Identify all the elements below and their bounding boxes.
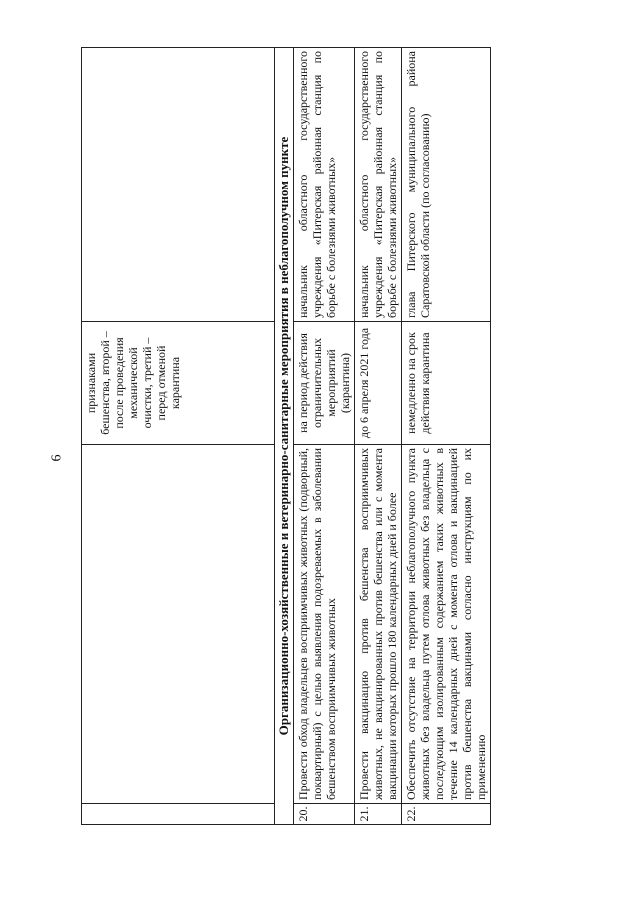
row-term: немедленно на срок действия карантина [402,322,491,445]
rotated-document-table [81,47,539,825]
row-responsible: начальник областного государственного учреждения «Питерская районная станция по борьбе с болезнями животных» [294,48,355,322]
row-term: на период действия ограничительных мероприятий (карантина) [294,322,355,445]
cell-measure-empty [82,445,275,804]
table-row [402,48,491,825]
row-measure: Обеспечить отсутствие на территории неблагополучного пункта животных без владельца путем отлова животных без владельца с последующим изолированным содержанием таких животных в течение 14 календарных дней с момента отлова и вакцинацией против бешенства вакцинами согласно инструкциям по их применению [402,445,491,804]
table-row-continuation [82,48,275,825]
section-title: Организационно-хозяйственные и ветеринарно-санитарные мероприятия в неблагополучном пункте [275,48,294,825]
measures-table [81,47,491,825]
row-number: 21. [355,804,402,825]
table-row [294,48,355,825]
row-number: 22. [402,804,491,825]
row-measure: Провести обход владельцев восприимчивых животных (подворный, поквартирный) с целью выявления подозреваемых в заболевании бешенством восприимчивых животных [294,445,355,804]
cell-num-empty [82,804,275,825]
row-responsible: глава Питерского муниципального района Саратовской области (по согласованию) [402,48,491,322]
cell-responsible-empty [82,48,275,322]
row-measure: Провести вакцинацию против бешенства восприимчивых животных, не вакцинированных против бешенства или с момента вакцинации которых прошло 180 календарных дней и более [355,445,402,804]
table-row [355,48,402,825]
row-number: 20. [294,804,355,825]
page-number: 6 [49,454,65,462]
section-header-row [275,48,294,825]
cell-term-continuation: признаками бешенства, второй – после проведения механической очистки, третий – перед отменой карантина [82,322,275,445]
row-term: до 6 апреля 2021 года [355,322,402,445]
row-responsible: начальник областного государственного учреждения «Питерская районная станция по борьбе с болезнями животных» [355,48,402,322]
